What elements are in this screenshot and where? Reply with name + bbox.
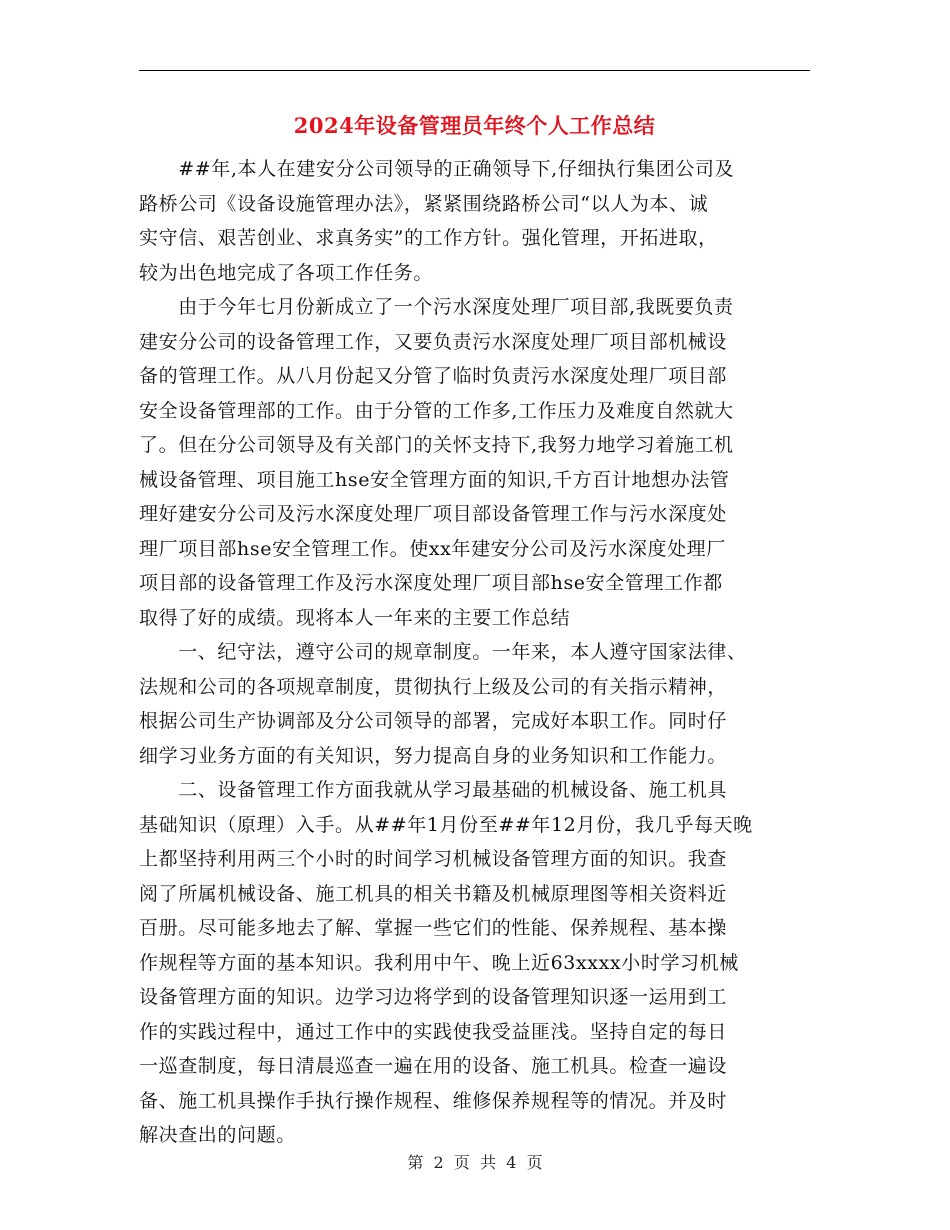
body-line: 基础知识（原理）入手。从##年1月份至##年12月份，我几乎每天晚 (139, 813, 753, 836)
body-line: 细学习业务方面的有关知识，努力提高自身的业务知识和工作能力。 (139, 744, 728, 767)
body-line: 建安分公司的设备管理工作，又要负责污水深度处理厂项目部机械设 (139, 330, 728, 353)
body-line: 一、纪守法，遵守公司的规章制度。一年来，本人遵守国家法律、 (139, 641, 747, 663)
body-line: ##年,本人在建安分公司领导的正确领导下,仔细执行集团公司及 (139, 158, 735, 180)
body-line: 由于今年七月份新成立了一个污水深度处理厂项目部,我既要负责 (139, 296, 734, 318)
body-line: 械设备管理、项目施工hse安全管理方面的知识,千方百计地想办法管 (139, 468, 730, 491)
header-rule (139, 70, 810, 71)
body-line: 理好建安分公司及污水深度处理厂项目部设备管理工作与污水深度处 (139, 503, 728, 525)
body-line: 阅了所属机械设备、施工机具的相关书籍及机械原理图等相关资料近 (139, 882, 728, 905)
body-line: 一巡查制度，每日清晨巡查一遍在用的设备、施工机具。检查一遍设 (139, 1055, 728, 1077)
document-body (139, 152, 810, 1153)
body-line: 二、设备管理工作方面我就从学习最基础的机械设备、施工机具 (139, 779, 728, 801)
body-line: 路桥公司《设备设施管理办法》，紧紧围绕路桥公司“以人为本、诚 (139, 192, 709, 215)
body-line: 实守信、艰苦创业、求真务实”的工作方针。强化管理，开拓进取， (139, 227, 718, 249)
body-line: 上都坚持利用两三个小时的时间学习机械设备管理方面的知识。我查 (139, 848, 728, 870)
body-line: 设备管理方面的知识。边学习边将学到的设备管理知识逐一运用到工 (139, 986, 728, 1008)
body-line: 备的管理工作。从八月份起又分管了临时负责污水深度处理厂项目部 (139, 365, 728, 387)
body-line: 项目部的设备管理工作及污水深度处理厂项目部hse安全管理工作都 (139, 572, 723, 594)
body-line: 了。但在分公司领导及有关部门的关怀支持下,我努力地学习着施工机 (139, 434, 734, 456)
body-line: 解决查出的问题。 (139, 1124, 296, 1146)
body-line: 取得了好的成绩。现将本人一年来的主要工作总结 (139, 606, 571, 629)
body-line: 百册。尽可能多地去了解、掌握一些它们的性能、保养规程、基本操 (139, 917, 728, 939)
body-line: 较为出色地完成了各项工作任务。 (139, 261, 434, 284)
body-line: 备、施工机具操作手执行操作规程、维修保养规程等的情况。并及时 (139, 1089, 728, 1112)
body-line: 作规程等方面的基本知识。我利用中午、晚上近63xxxx小时学习机械 (139, 951, 739, 974)
body-line: 作的实践过程中，通过工作中的实践使我受益匪浅。坚持自定的每日 (139, 1020, 728, 1043)
body-line: 根据公司生产协调部及分公司领导的部署，完成好本职工作。同时仔 (139, 710, 728, 732)
page-number-footer: 第 2 页 共 4 页 (407, 1153, 543, 1172)
body-line: 安全设备管理部的工作。由于分管的工作多,工作压力及难度自然就大 (139, 399, 734, 422)
body-line: 法规和公司的各项规章制度，贯彻执行上级及公司的有关指示精神， (139, 675, 728, 698)
body-line: 理厂项目部hse安全管理工作。使xx年建安分公司及污水深度处理厂 (139, 537, 726, 560)
document-title: 2024年设备管理员年终个人工作总结 (293, 113, 656, 138)
